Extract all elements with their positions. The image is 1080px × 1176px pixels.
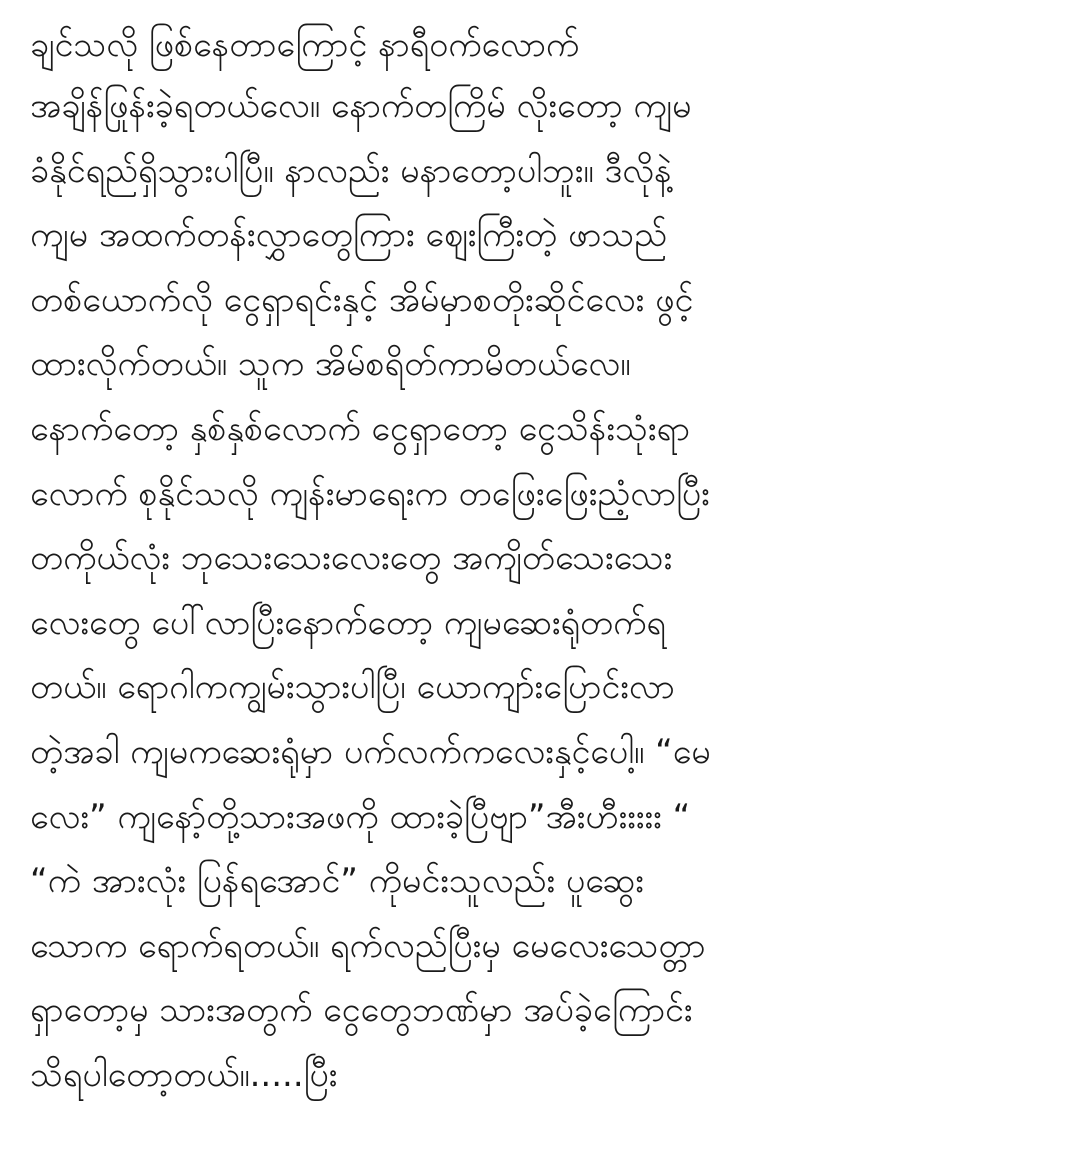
- text-line: ခံနိုင်ရည်ရှိသွားပါပြီ။ နာလည်း မနာတော့ပါဘူး။ ဒီလိုနဲ့: [30, 150, 672, 191]
- text-line: လောက် စုနိုင်သလို ကျန်းမာရေးက တဖြေးဖြေးညံ့လာပြီး: [30, 473, 710, 514]
- text-line: ထားလိုက်တယ်။ သူက အိမ်စရိတ်ကာမိတယ်လေ။: [30, 344, 631, 385]
- text-line: သောက ရောက်ရတယ်။ ရက်လည်ပြီးမှ မေလေးသေတ္တာ: [30, 925, 706, 966]
- text-line: တကိုယ်လုံး ဘုသေးသေးလေးတွေ အကျိတ်သေးသေး: [30, 538, 673, 579]
- text-line: လေး” ကျနော့်တို့သားအဖကို ထားခဲ့ပြီဗျာ”အီးဟီးးးးး “: [30, 796, 691, 837]
- text-line: အချိန်ဖြုန်းခဲ့ရတယ်လေ။ နောက်တကြိမ် လိုးတော့ ကျမ: [30, 86, 692, 126]
- text-line: ကျမ အထက်တန်းလွှာတွေကြား ဈေးကြီးတဲ့ ဖာသည်: [30, 215, 668, 256]
- text-line: တယ်။ ရောဂါကကျွမ်းသွားပါပြီ၊ ယောကျာ်းပြောင်းလာ: [30, 667, 675, 708]
- text-line: သိရပါတော့တယ်။.....ပြီး: [30, 1054, 338, 1095]
- text-line: ချင်သလို ဖြစ်နေတာကြောင့် နာရီဝက်လောက်: [30, 25, 580, 65]
- text-line: လေးတွေ ပေါ်လာပြီးနောက်တော့ ကျမဆေးရုံတက်ရ: [30, 602, 666, 643]
- cut-off-previous-line: [0, 0, 1080, 14]
- text-line: နောက်တော့ နှစ်နှစ်လောက် ငွေရှာတော့ ငွေသိန်းသုံးရာ: [30, 408, 691, 449]
- story-text: [30, 16, 1060, 1108]
- text-line: “ကဲ အားလုံး ပြန်ရအောင်” ကိုမင်းသူလည်း ပူဆွေး: [30, 861, 644, 902]
- text-line: တစ်ယောက်လို ငွေရှာရင်းနှင့် အိမ်မှာစတိုးဆိုင်လေး ဖွင့်: [30, 279, 694, 320]
- text-line: တဲ့အခါ ကျမကဆေးရုံမှာ ပက်လက်ကလေးနှင့်ပေါ့။ “မေ: [30, 731, 711, 772]
- text-line: ရှာတော့မှ သားအတွက် ငွေတွေဘဏ်မှာ အပ်ခဲ့ကြောင်း: [30, 990, 693, 1031]
